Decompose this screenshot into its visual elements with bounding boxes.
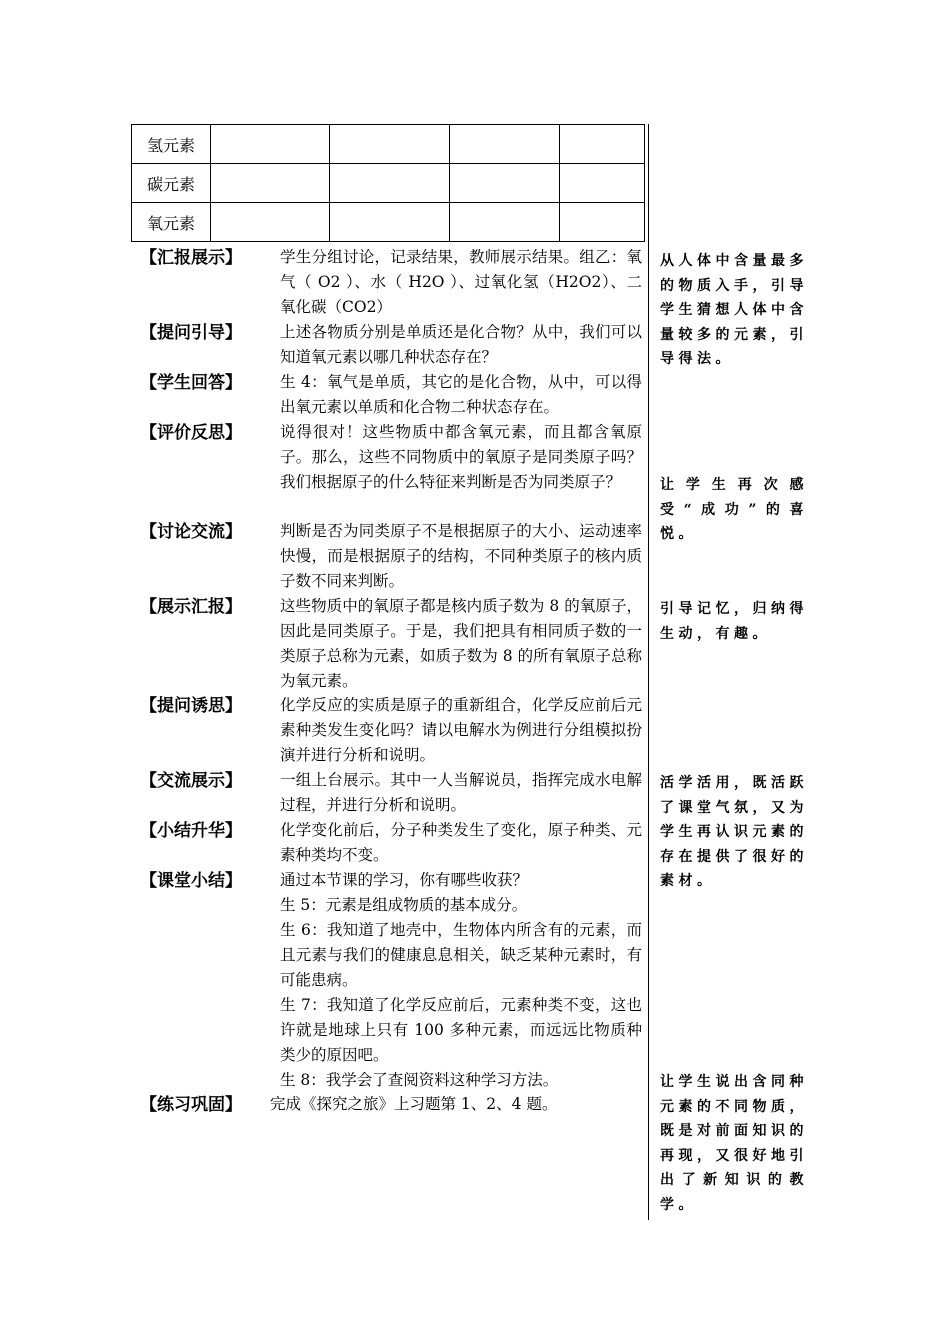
section-text	[280, 370, 642, 420]
text-line: 生 4：氧气是单质，其它的是化合物，从中，可以得出氧元素以单质和化合物二种状态存在。	[280, 373, 642, 416]
text-line: 生 6：我知道了地壳中，生物体内所含有的元素，而且元素与我们的健康息息相关，缺乏某种元素时，有可能患病。	[280, 921, 642, 989]
section-tag: 【汇报展示】	[140, 248, 242, 268]
section-text	[280, 245, 642, 320]
column-divider	[648, 124, 649, 1220]
table-cell	[330, 164, 450, 203]
side-note: 活学活用，既活跃了课堂气氛，又为学生再认识元素的存在提供了很好的素材。	[660, 775, 808, 889]
table-cell	[450, 164, 560, 203]
section-tag: 【提问诱思】	[140, 696, 242, 716]
text-line: 生 7：我知道了化学反应前后，元素种类不变，这也许就是地球上只有 100 多种元素，而远远比物质种类少的原因吧。	[280, 996, 642, 1064]
section-tag: 【评价反思】	[140, 423, 242, 443]
table-row	[132, 125, 645, 164]
text-line: 化学变化前后，分子种类发生了变化，原子种类、元素种类均不变。	[280, 821, 642, 864]
section-tag: 【练习巩固】	[140, 1095, 242, 1115]
table-cell	[330, 203, 450, 242]
section-text	[280, 320, 642, 370]
table-cell	[211, 164, 330, 203]
section-text	[280, 768, 642, 818]
table-cell	[560, 164, 645, 203]
table-cell	[211, 203, 330, 242]
side-note: 引导记忆，归纳得生动，有趣。	[660, 601, 808, 642]
text-line: 判断是否为同类原子不是根据原子的大小、运动速率快慢，而是根据原子的结构，不同种类原子的核内质子数不同来判断。	[280, 522, 642, 590]
section-text	[280, 868, 642, 1093]
section-tag: 【展示汇报】	[140, 597, 242, 617]
section-text	[280, 519, 642, 594]
text-line: 生 5：元素是组成物质的基本成分。	[280, 896, 528, 914]
table-cell	[450, 203, 560, 242]
side-note: 从人体中含量最多的物质入手，引导学生猜想人体中含量较多的元素，引导得法。	[660, 253, 808, 367]
element-table	[131, 124, 645, 242]
section-tag: 【提问引导】	[140, 323, 242, 343]
table-cell-element: 氢元素	[132, 125, 211, 164]
table-cell	[330, 125, 450, 164]
section-tag: 【学生回答】	[140, 373, 242, 393]
side-note: 让学生再次感受“成功”的喜悦。	[660, 477, 808, 542]
section-tag: 【交流展示】	[140, 771, 242, 791]
text-line: 学生分组讨论，记录结果，教师展示结果。组乙：氧气（ O2 ）、水（ H2O ）、过氧化氢（H2O2）、二氧化碳（CO2）	[280, 248, 642, 316]
text-line: 这些物质中的氧原子都是核内质子数为 8 的氧原子，因此是同类原子。于是，我们把具有相同质子数的一类原子总称为元素，如质子数为 8 的所有氧原子总称为氧元素。	[280, 597, 642, 690]
text-line: 上述各物质分别是单质还是化合物？从中，我们可以知道氧元素以哪几种状态存在？	[280, 323, 642, 366]
table-cell	[450, 125, 560, 164]
section-text	[280, 420, 642, 495]
table-cell-element: 氧元素	[132, 203, 211, 242]
section-text	[280, 818, 642, 868]
text-line: 通过本节课的学习，你有哪些收获？	[280, 871, 529, 889]
text-line: 一组上台展示。其中一人当解说员，指挥完成水电解过程，并进行分析和说明。	[280, 771, 642, 814]
section-tag: 【课堂小结】	[140, 871, 242, 891]
table-cell-element: 碳元素	[132, 164, 211, 203]
table-cell	[211, 125, 330, 164]
text-line: 生 8：我学会了查阅资料这种学习方法。	[280, 1071, 559, 1089]
section-text	[280, 693, 642, 768]
section-text	[270, 1092, 632, 1117]
section-text	[280, 594, 642, 694]
text-line: 完成《探究之旅》上习题第 1、2、4 题。	[270, 1095, 558, 1113]
table-row	[132, 164, 645, 203]
section-tag: 【讨论交流】	[140, 522, 242, 542]
text-line: 说得很对！这些物质中都含氧元素，而且都含氧原子。那么，这些不同物质中的氧原子是同类原子吗？我们根据原子的什么特征来判断是否为同类原子？	[280, 423, 642, 491]
side-note: 让学生说出含同种元素的不同物质，既是对前面知识的再现，又很好地引出了新知识的教学。	[660, 1074, 808, 1213]
table-row	[132, 203, 645, 242]
table-cell	[560, 125, 645, 164]
section-tag: 【小结升华】	[140, 821, 242, 841]
text-line: 化学反应的实质是原子的重新组合，化学反应前后元素种类发生变化吗？请以电解水为例进行分组模拟扮演并进行分析和说明。	[280, 696, 642, 764]
table-cell	[560, 203, 645, 242]
